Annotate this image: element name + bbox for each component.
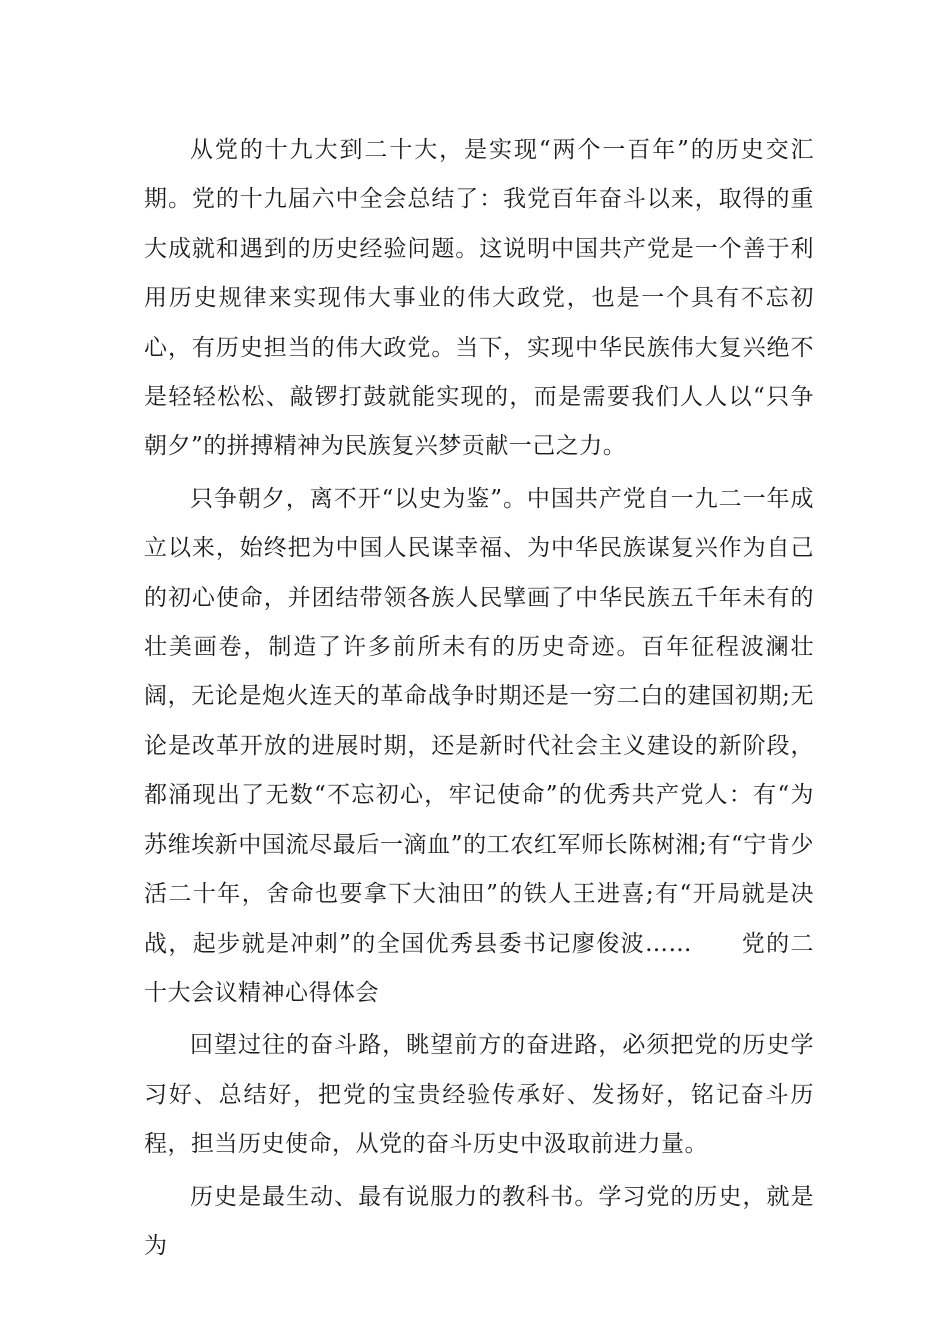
paragraph-3: 回望过往的奋斗路，眺望前方的奋进路，必须把党的历史学习好、总结好，把党的宝贵经验传承好、发扬好，铭记奋斗历程，担当历史使命，从党的奋斗历史中汲取前进力量。 bbox=[144, 1032, 814, 1158]
paragraph-2: 只争朝夕，离不开“以史为鉴”。中国共产党自一九二一年成立以来，始终把为中国人民谋幸福、为中华民族谋复兴作为自己的初心使命，并团结带领各族人民擘画了中华民族五千年未有的壮美画卷，制造了许多前所未有的历史奇迹。百年征程波澜壮阔，无论是炮火连天的革命战争时期还是一穷二白的建国初期;无论是改革开放的进展时期，还是新时代社会主义建设的新阶段，都涌现出了无数“不忘初心，牢记使命”的优秀共产党人：有“为苏维埃新中国流尽最后一滴血”的工农红军师长陈树湘;有“宁肯少活二十年，舍命也要拿下大油田”的铁人王进喜;有“开局就是决战，起步就是冲刺”的全国优秀县委书记廖俊波…… 党的二十大会议精神心得体会 bbox=[144, 485, 815, 1006]
paragraph-1: 从党的十九大到二十大，是实现“两个一百年”的历史交汇期。党的十九届六中全会总结了：我党百年奋斗以来，取得的重大成就和遇到的历史经验问题。这说明中国共产党是一个善于利用历史规律来实现伟大事业的伟大政党，也是一个具有不忘初心，有历史担当的伟大政党。当下，实现中华民族伟大复兴绝不是轻轻松松、敲锣打鼓就能实现的，而是需要我们人人以“只争朝夕”的拼搏精神为民族复兴梦贡献一己之力。 bbox=[144, 137, 814, 460]
document-body bbox=[144, 126, 814, 1274]
paragraph-4: 历史是最生动、最有说服力的教科书。学习党的历史，就是为 bbox=[144, 1183, 814, 1259]
